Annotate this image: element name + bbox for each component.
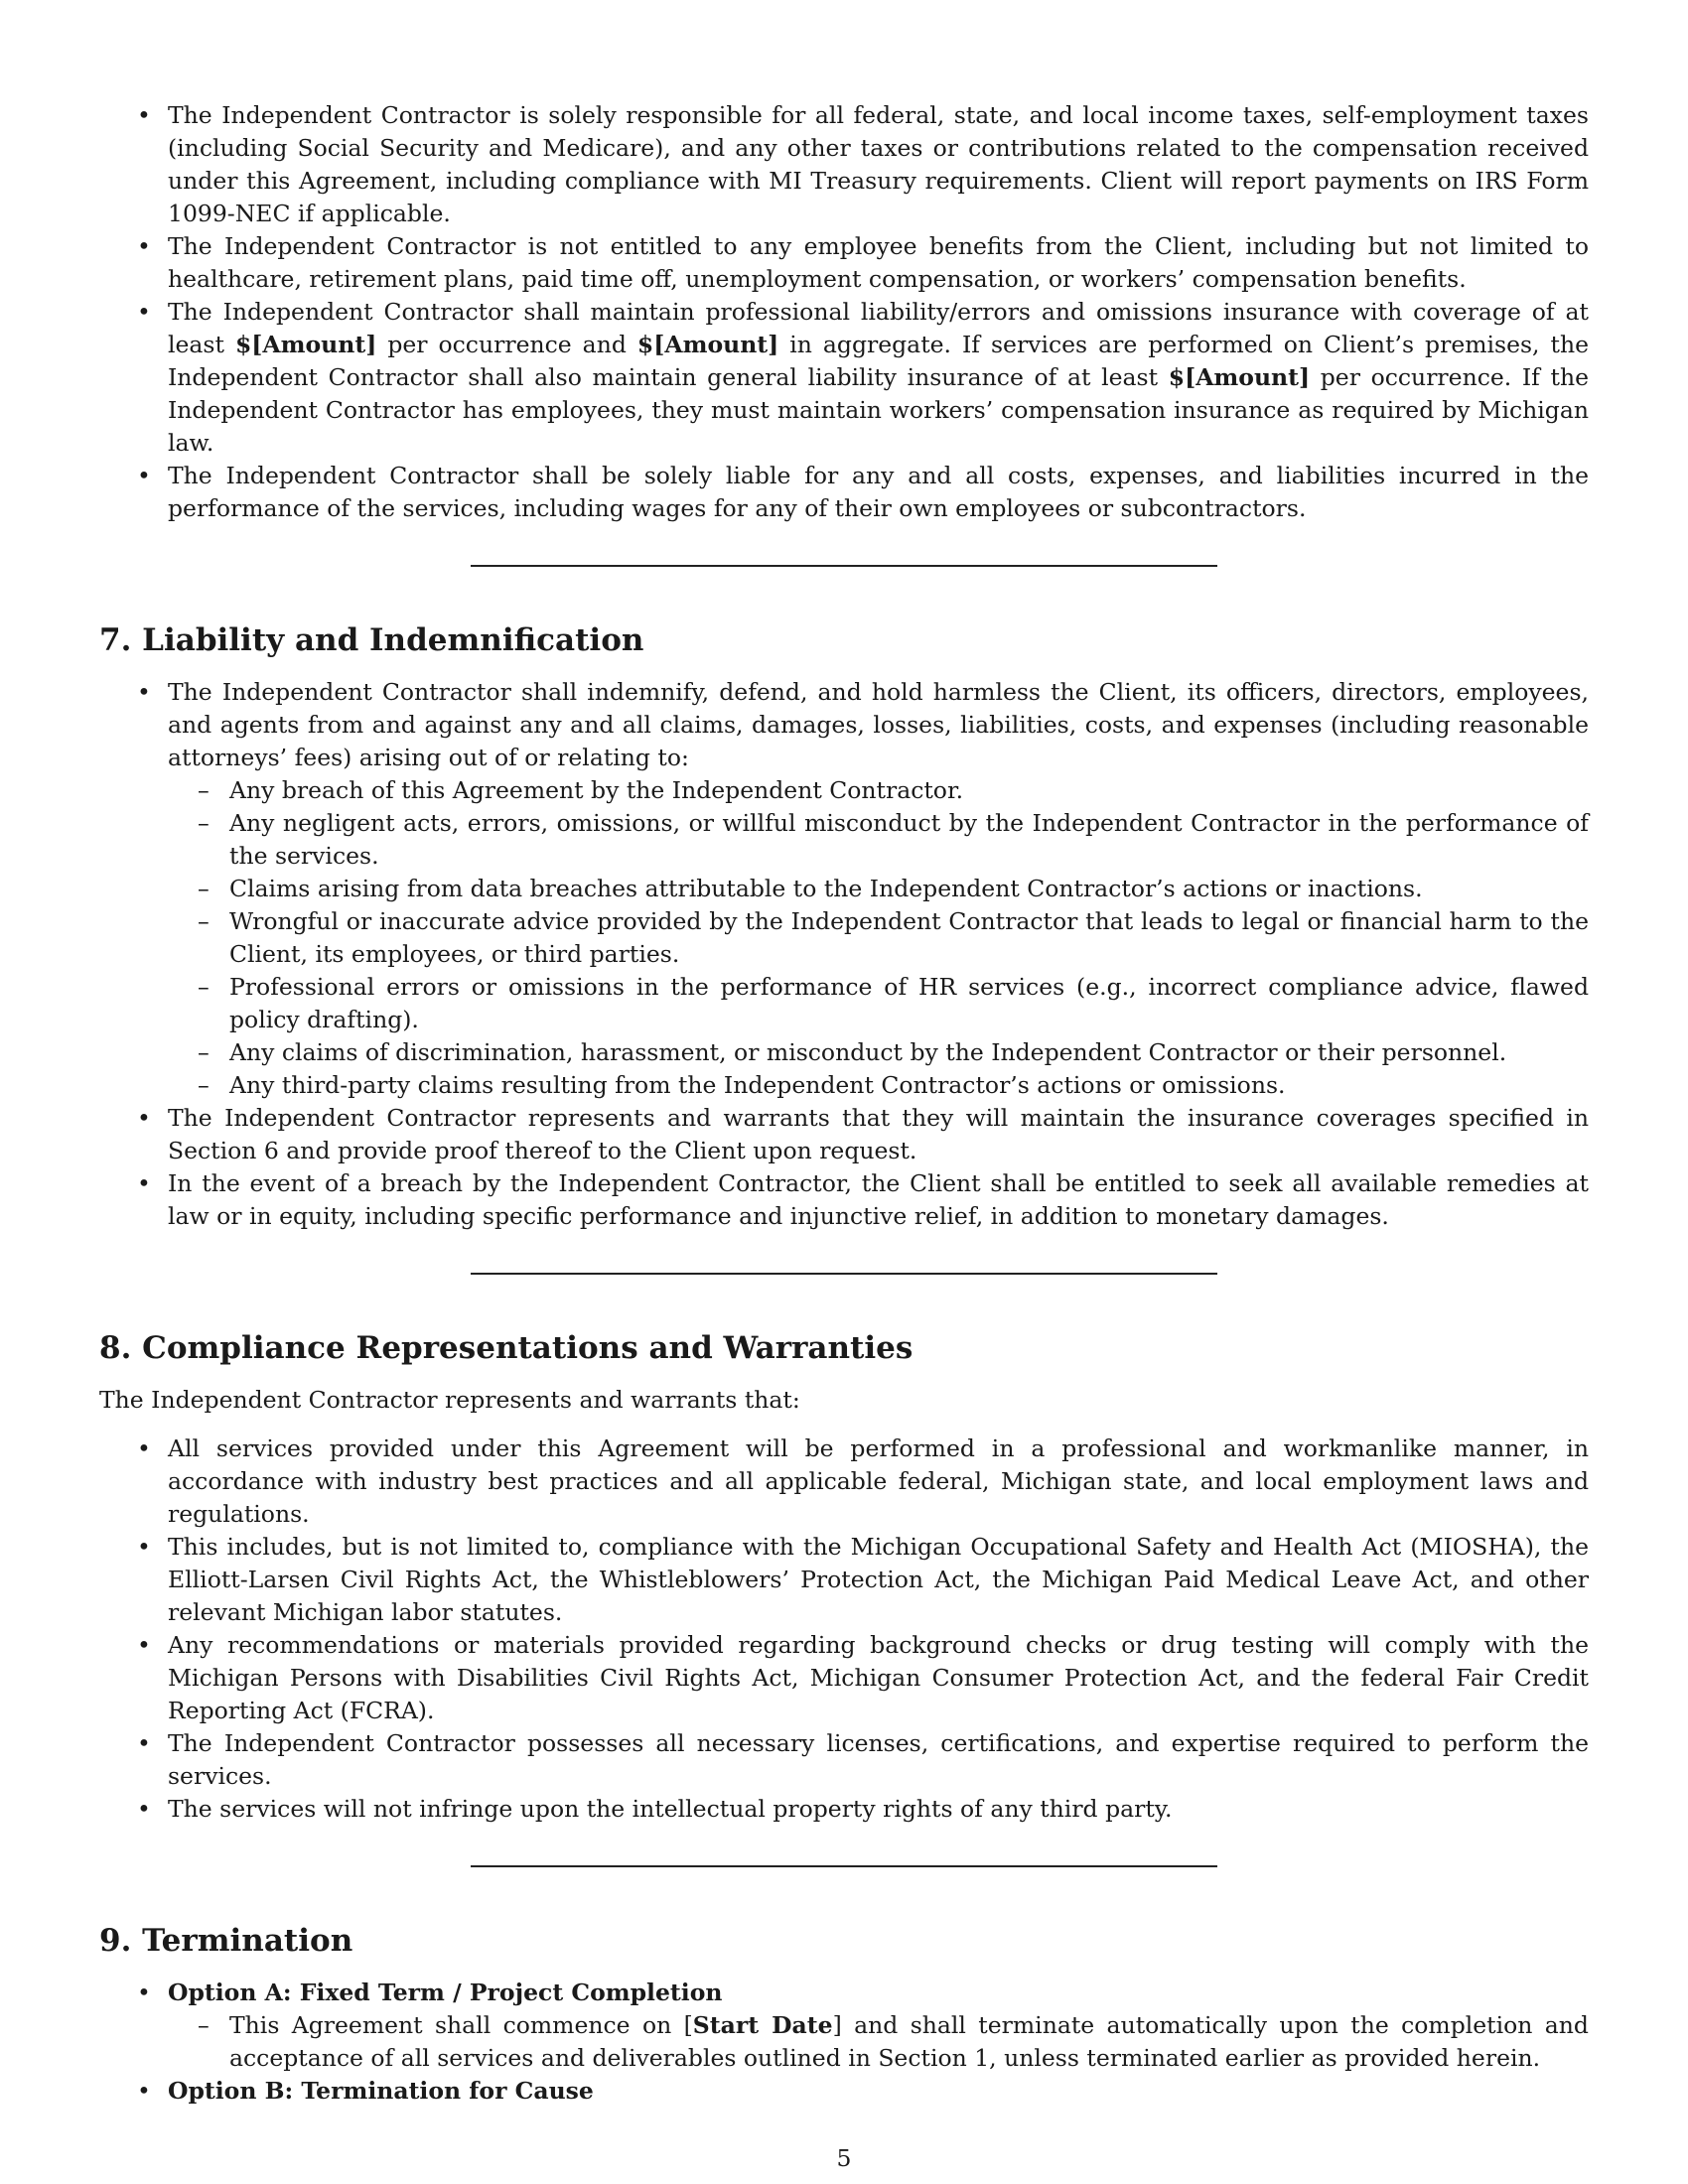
amount-placeholder: $[Amount] xyxy=(1168,363,1311,391)
sub-list-item: – Any third-party claims resulting from the Independent Contractor’s actions or omissions. xyxy=(168,1069,1589,1102)
text-run: This Agreement shall commence on [ xyxy=(229,2011,693,2039)
sub-list-item: – Claims arising from data breaches attributable to the Independent Contractor’s actions or inactions. xyxy=(168,873,1589,905)
section-divider xyxy=(471,1865,1217,1867)
list-item: • Any recommendations or materials provided regarding background checks or drug testing will comply with the Michigan Persons with Disabilities Civil Rights Act, Michigan Consumer Protection Act, and the federal Fair Credit Reporting Act (FCRA). xyxy=(99,1629,1589,1727)
section-heading: 7. Liability and Indemnification xyxy=(99,622,644,658)
text-run: The Independent Contractor shall maintain professional liability/errors and omissions insurance with coverage of at least xyxy=(168,298,1589,358)
amount-placeholder: $[Amount] xyxy=(636,331,779,358)
sub-list-item: – Any negligent acts, errors, omissions, or willful misconduct by the Independent Contractor in the performance of the services. xyxy=(168,807,1589,873)
section-divider xyxy=(471,565,1217,567)
option-title: Option A: Fixed Term / Project Completion xyxy=(168,1979,723,2006)
option-title: Option B: Termination for Cause xyxy=(168,2077,594,2105)
list-item: • The Independent Contractor represents and warrants that they will maintain the insurance coverages specified in Section 6 and provide proof thereof to the Client upon request. xyxy=(99,1102,1589,1167)
start-date-placeholder: Start Date xyxy=(692,2011,833,2039)
sub-list-item: – Any breach of this Agreement by the Independent Contractor. xyxy=(168,774,1589,807)
sub-list xyxy=(168,774,1589,1102)
list-item: • The Independent Contractor is not entitled to any employee benefits from the Client, including but not limited to healthcare, retirement plans, paid time off, unemployment compensation, or workers’ compensation benefits. xyxy=(99,230,1589,296)
section-heading: 8. Compliance Representations and Warranties xyxy=(99,1330,914,1366)
text-run: The Independent Contractor shall indemnify, defend, and hold harmless the Client, its officers, directors, employees, and agents from and against any and all claims, damages, losses, liabilities, costs, and expenses (including reasonable attorneys’ fees) arising out of or relating to: xyxy=(168,678,1589,771)
list-item: • The services will not infringe upon the intellectual property rights of any third party. xyxy=(99,1793,1589,1826)
section-divider xyxy=(471,1273,1217,1275)
list-item: • The Independent Contractor possesses all necessary licenses, certifications, and expertise required to perform the services. xyxy=(99,1727,1589,1793)
section-heading: 9. Termination xyxy=(99,1923,353,1959)
text-run: ] and shall terminate automatically upon the completion and acceptance of all services and deliverables outlined in Section 1, unless terminated earlier as provided herein. xyxy=(229,2011,1589,2072)
list-item xyxy=(99,2075,1589,2108)
document-page xyxy=(99,99,1589,2108)
section-6-list xyxy=(99,99,1589,525)
list-item: • In the event of a breach by the Independent Contractor, the Client shall be entitled to seek all available remedies at law or in equity, including specific performance and injunctive relief, in addition to monetary damages. xyxy=(99,1167,1589,1233)
list-item xyxy=(99,1977,1589,2075)
amount-placeholder: $[Amount] xyxy=(234,331,377,358)
page-number: 5 xyxy=(836,2144,852,2172)
text-run: per occurrence. If the Independent Contractor has employees, they must maintain workers’ compensation insurance as required by Michigan law. xyxy=(168,363,1590,457)
list-item xyxy=(99,296,1589,460)
sub-list-item: – Wrongful or inaccurate advice provided by the Independent Contractor that leads to legal or financial harm to the Client, its employees, or third parties. xyxy=(168,905,1589,971)
text-run: in aggregate. If services are performed on Client’s premises, the Independent Contractor shall also maintain general liability insurance of at least xyxy=(168,331,1589,391)
section-9-list xyxy=(99,1977,1589,2108)
sub-list-item: – Any claims of discrimination, harassment, or misconduct by the Independent Contractor or their personnel. xyxy=(168,1036,1589,1069)
list-item: • The Independent Contractor shall be solely liable for any and all costs, expenses, and liabilities incurred in the performance of the services, including wages for any of their own employees or subcontractors. xyxy=(99,460,1589,525)
list-item: • This includes, but is not limited to, compliance with the Michigan Occupational Safety and Health Act (MIOSHA), the Elliott-Larsen Civil Rights Act, the Whistleblowers’ Protection Act, the Michigan Paid Medical Leave Act, and other relevant Michigan labor statutes. xyxy=(99,1531,1589,1629)
list-item: • The Independent Contractor is solely responsible for all federal, state, and local income taxes, self-employment taxes (including Social Security and Medicare), and any other taxes or contributions related to the compensation received under this Agreement, including compliance with MI Treasury requirements. Client will report payments on IRS Form 1099-NEC if applicable. xyxy=(99,99,1589,230)
sub-list xyxy=(168,2009,1589,2075)
list-item: • All services provided under this Agreement will be performed in a professional and workmanlike manner, in accordance with industry best practices and all applicable federal, Michigan state, and local employment laws and regulations. xyxy=(99,1433,1589,1531)
sub-list-item xyxy=(168,2009,1589,2075)
list-item xyxy=(99,676,1589,1102)
section-7-list xyxy=(99,676,1589,1233)
section-intro: The Independent Contractor represents and warrants that: xyxy=(99,1386,800,1414)
text-run: per occurrence and xyxy=(376,331,637,358)
sub-list-item: – Professional errors or omissions in the performance of HR services (e.g., incorrect compliance advice, flawed policy drafting). xyxy=(168,971,1589,1036)
section-8-list xyxy=(99,1433,1589,1826)
